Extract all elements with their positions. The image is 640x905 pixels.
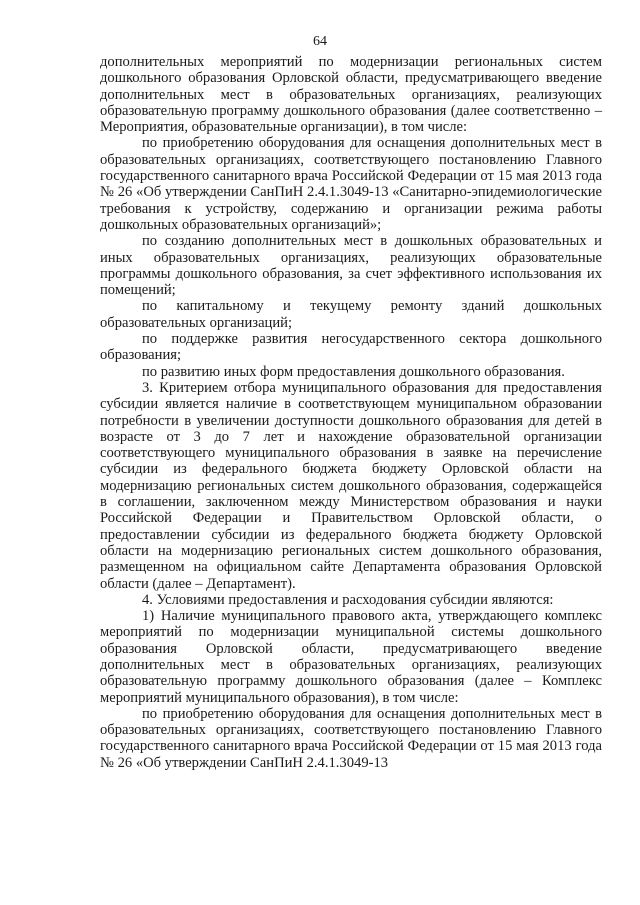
page-number: 64 (313, 34, 327, 49)
paragraph: по капитальному и текущему ремонту зданий дошкольных образовательных организаций; (100, 298, 602, 331)
paragraph: по созданию дополнительных мест в дошкольных образовательных и иных образовательных организациях, реализующих образовательные программы дошкольного образования, за счет эффективного использования их помещений; (100, 233, 602, 299)
paragraph: дополнительных мероприятий по модернизации региональных систем дошкольного образования Орловской области, предусматривающего введение дополнительных мест в образовательных организациях, реализующих образовательную программу дошкольного образования (далее соответственно – Мероприятия, образовательные организации), в том числе: (100, 54, 602, 136)
paragraph: по развитию иных форм предоставления дошкольного образования. (142, 363, 565, 380)
paragraph: 3. Критерием отбора муниципального образования для предоставления субсидии является наличие в соответствующем муниципальном образовании потребности в увеличении доступности дошкольного образования для детей в возрасте от 3 до 7 лет и нахождение образовательной организации соответствующего муниципального образования в заявке на перечисление субсидии из федерального бюджета бюджету Орловской области на модернизацию региональных систем дошкольного образования, содержащейся в соглашении, заключенном между Министерством образования и науки Российской Федерации и Правительством Орловской области, о предоставлении субсидии из федерального бюджета бюджету Орловской области на модернизацию региональных систем дошкольного образования, размещенном на официальном сайте Департамента образования Орловской области (далее – Департамент). (100, 379, 602, 592)
paragraph: 4. Условиями предоставления и расходования субсидии являются: (142, 591, 554, 608)
paragraph: по приобретению оборудования для оснащения дополнительных мест в образовательных организациях, соответствующего постановлению Главного государственного санитарного врача Российской Федерации от 15 мая 2013 года № 26 «Об утверждении СанПиН 2.4.1.3049-13 «Санитарно-эпидемиологические требования к устройству, содержанию и организации режима работы дошкольных образовательных организаций»; (100, 135, 602, 233)
document-body (100, 54, 602, 771)
paragraph: 1) Наличие муниципального правового акта, утверждающего комплекс мероприятий по модернизации муниципальной системы дошкольного образования Орловской области, предусматривающего введение дополнительных мест в образовательных организациях, реализующих образовательную программу дошкольного образования (далее – Комплекс мероприятий муниципального образования), в том числе: (100, 608, 602, 706)
paragraph: по приобретению оборудования для оснащения дополнительных мест в образовательных организациях, соответствующего постановлению Главного государственного санитарного врача Российской Федерации от 15 мая 2013 года № 26 «Об утверждении СанПиН 2.4.1.3049-13 (100, 705, 602, 771)
paragraph: по поддержке развития негосударственного сектора дошкольного образования; (100, 331, 602, 364)
